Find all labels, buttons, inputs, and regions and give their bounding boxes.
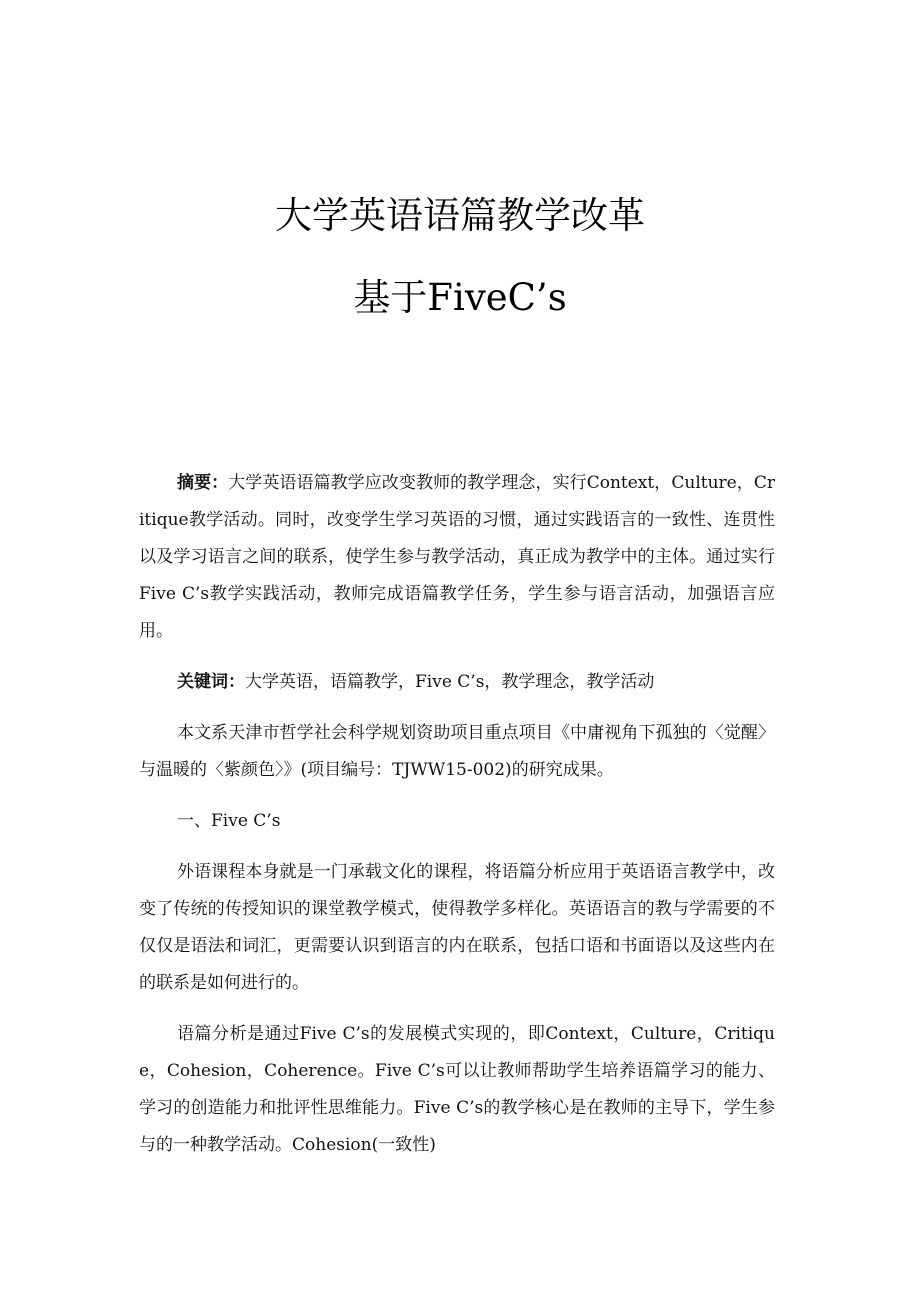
document-title: 大学英语语篇教学改革 (275, 194, 645, 237)
keywords-label: 关键词： (177, 672, 245, 692)
body-paragraph: 语篇分析是通过Five C’s的发展模式实现的，即Context，Culture，Critique，Cohesion，Coherence。Five C’s可以让教师帮助学生培养语篇学习的能力、学习的创造能力和批评性思维能力。Five C’s的教学核心是在教师的主导下，学生参与的一种教学活动。Cohesion(一致性) (139, 1024, 775, 1155)
document-subtitle: 基于FiveC’s (353, 276, 567, 319)
keywords-text: 大学英语，语篇教学，Five C’s，教学理念，教学活动 (245, 672, 655, 692)
funding-note: 本文系天津市哲学社会科学规划资助项目重点项目《中庸视角下孤独的〈觉醒〉与温暖的〈紫颜色〉》(项目编号：TJWW15-002)的研究成果。 (139, 723, 775, 780)
body-paragraph: 外语课程本身就是一门承载文化的课程，将语篇分析应用于英语语言教学中，改变了传统的传授知识的课堂教学模式，使得教学多样化。英语语言的教与学需要的不仅仅是语法和词汇，更需要认识到语言的内在联系，包括口语和书面语以及这些内在的联系是如何进行的。 (139, 862, 775, 993)
abstract-label: 摘要： (177, 473, 229, 493)
abstract-paragraph (139, 465, 775, 650)
abstract-text: 大学英语语篇教学应改变教师的教学理念，实行Context，Culture，Critique教学活动。同时，改变学生学习英语的习惯，通过实践语言的一致性、连贯性以及学习语言之间的联系，使学生参与教学活动，真正成为教学中的主体。通过实行Five C’s教学实践活动，教师完成语篇教学任务，学生参与语言活动，加强语言应用。 (139, 473, 775, 641)
document-body (139, 465, 775, 1178)
keywords-paragraph (139, 664, 775, 701)
section-heading: 一、Five C’s (177, 811, 281, 831)
